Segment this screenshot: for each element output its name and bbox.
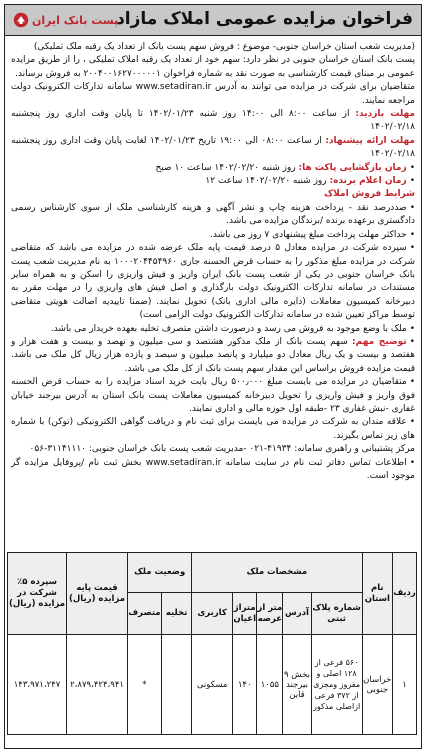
col-header-deposit: سپرده ۵٪ شرکت در مزایده (ریال) bbox=[8, 553, 67, 635]
col-header-status: وضعیت ملک bbox=[128, 553, 192, 593]
cell-reg: ۵۶۰ فرعی از ۱۲۸ اصلی و مفروز ومجزی از ۳۷۲ فرعی ازاصلی مذکور bbox=[311, 635, 362, 735]
visit-deadline bbox=[11, 108, 415, 135]
winner-announcement-text: روز شنبه ۱۴۰۲/۰۲/۲۰ ساعت ۱۲ bbox=[205, 176, 330, 187]
cell-base-price: ۲،۸۷۹،۴۲۴،۹۴۱ bbox=[67, 635, 128, 735]
important-note bbox=[11, 336, 415, 376]
notice-title: فراخوان مزایده عمومی املاک مازاد bbox=[116, 9, 413, 29]
col-header-base-price: قیمت پایه مزایده (ریال) bbox=[67, 553, 128, 635]
property-table bbox=[7, 552, 417, 735]
postbank-emblem-icon bbox=[13, 12, 29, 28]
condition-registration: • علاقه مندان به شرکت در مزایده می بایست برای ثبت نام و دریافت گواهی الکترونیکی (توکن) با شماره های زیر تماس بگیرند. bbox=[11, 416, 415, 443]
winner-announcement bbox=[11, 175, 415, 188]
subject-line: (مدیریت شعب استان خراسان جنوبی- موضوع : فروش سهم پست بانک از تعداد یک رقبه ملک تملیکی) bbox=[33, 42, 415, 52]
visit-deadline-label: مهلت بازدید: bbox=[355, 109, 416, 120]
opening-time-label: زمان بازگشایی پاکت ها: bbox=[298, 162, 407, 173]
postbank-logo bbox=[13, 10, 118, 30]
condition-payment-deadline: • حداکثر مهلت پرداخت مبلغ پیشنهادی ۷ روز می باشد. bbox=[11, 229, 415, 242]
offer-deadline-label: مهلت ارائه پیشنهاد: bbox=[325, 135, 415, 146]
intro-paragraph: پست بانک استان خراسان جنوبی در نظر دارد: سهم خود از تعداد یک رقبه املاک تملیکی ، را از طریق مزایده عمومی بر مبنای قیمت کارشناسی به صورت نقد به شماره فراخوان ۲۰۰۴۰۰۱۶۲۷۰۰۰۰۰۱ به فروش برساند. bbox=[11, 55, 415, 79]
conditions-title: شرایط فروش املاک bbox=[323, 189, 415, 200]
condition-documents-fee: • متقاضیان در مزایده می بایست مبلغ ۵۰۰٫۰۰۰ ریال بابت خرید اسناد مزایده را به حساب قرض الحسنه فوق واریز و فیش واریزی را تحویل دبیرخانه کمیسیون معاملات پست بانک استان به آدرس بیرجند خیابان غفاری -نبش غفاری ۲۳ -طبقه اول حوزه مالی و اداری نمایند. bbox=[11, 376, 415, 416]
condition-cash: • صددرصد نقد - پرداخت هزینه چاپ و نشر آگهی و هزینه کارشناسی ملک از سوی کارشناس رسمی دادگستری برعهده برنده /برندگان مزایده می باشد. bbox=[11, 202, 415, 229]
cell-vacate bbox=[161, 635, 191, 735]
winner-announcement-label: زمان اعلام برنده: bbox=[329, 176, 407, 187]
condition-as-is: • ملک با وضع موجود به فروش می رسد و درصورت داشتن متصرف تخلیه بعهده خریدار می باشد. bbox=[11, 323, 415, 336]
cell-area: ۱۰۵۵ bbox=[257, 635, 283, 735]
table-row bbox=[8, 635, 417, 735]
notice-header bbox=[5, 5, 421, 36]
cell-address: بخش ۹ بیرجند قاین bbox=[283, 635, 311, 735]
important-note-label: توضیح مهم: bbox=[352, 336, 407, 347]
col-header-usage: کاربری bbox=[192, 593, 233, 635]
condition-deposit: • سپرده شرکت در مزایده معادل ۵ درصد قیمت پایه ملک عرضه شده در مزایده می باشد که متقاضی شرکت در مزایده مبلغ مذکور را به حساب قرض الحسنه جاری ۱۰۰۰۲۰۴۴۵۴۹۶۰ به نام مدیریت شعب پست بانک خراسان جنوبی در یکی از شعب پست بانک ایران واریز و فیش واریزی را اسکن و به همراه سایر مستندات در سامانه تدارکات الکترونیک دولت بارگذاری و اصل فیش های واریزی را در مهلت مقرر به دبیرخانه کمیسیون معاملات (دایره مالی اداری بانک) تحویل نمایند. (ضمنا تاییدیه اصالت هویتی متقاضی توسط مراکز تعیین شده در سامانه تدارکات الکترونیک دولت الزامی است) bbox=[11, 242, 415, 322]
opening-time-text: روز شنبه ۱۴۰۲/۰۲/۲۰ ساعت ۱۰ صبح bbox=[155, 162, 299, 173]
cell-deposit: ۱۴۳،۹۷۱،۲۴۷ bbox=[8, 635, 67, 735]
col-header-vacate: تخلیه bbox=[161, 593, 191, 635]
col-header-area: متر از عرصه bbox=[257, 593, 283, 635]
notice-body bbox=[11, 41, 415, 483]
offer-deadline-text: از ساعت ۰۸:۰۰ الی ۱۹:۰۰ تاریخ ۱۴۰۲/۰۱/۲۳ لغایت پایان وقت اداری روز پنجشنبه ۱۴۰۲/۰۲/۱۸ bbox=[11, 135, 415, 160]
visit-deadline-text: از ساعت ۸:۰۰ الی ۱۴:۰۰ روز شنبه ۱۴۰۲/۰۱/۲۳ تا پایان وقت اداری روز پنجشنبه ۱۴۰۲/۰۲/۱۸ bbox=[11, 109, 415, 133]
notice-frame bbox=[4, 4, 422, 749]
col-header-building: متراژ اعیان bbox=[232, 593, 256, 635]
cell-province: خراسان جنوبی bbox=[362, 635, 392, 735]
cell-row: ۱ bbox=[393, 635, 417, 735]
opening-time bbox=[11, 162, 415, 175]
col-header-specs: مشخصات ملک bbox=[192, 553, 362, 593]
registration-offices: • اطلاعات تماس دفاتر ثبت نام در سایت سامانه www.setadiran.ir بخش ثبت نام /پروفایل مزایده گر موجود است. bbox=[11, 457, 415, 484]
col-header-reg: شماره پلاک ثبتی bbox=[311, 593, 362, 635]
col-header-row: ردیف bbox=[393, 553, 417, 635]
col-header-province: نام استان bbox=[362, 553, 392, 635]
table-header-row-1 bbox=[8, 553, 417, 593]
col-header-occupied: متصرف bbox=[128, 593, 162, 635]
offer-deadline bbox=[11, 135, 415, 162]
col-header-address: آدرس bbox=[283, 593, 311, 635]
logo-text: پست بانک ایران bbox=[32, 13, 119, 27]
support-contacts: مرکز پشتیبانی و راهبری سامانه: ۴۱۹۳۴-۰۲۱ -مدیریت شعب پست بانک خراسان جنوبی: ۳۱۱۴۱۱۱۰-۰۵۶ bbox=[29, 444, 415, 455]
cell-usage: مسکونی bbox=[192, 635, 233, 735]
cell-occupied: * bbox=[128, 635, 162, 735]
setad-paragraph: متقاضیان برای شرکت در مزایده می توانند به آدرس www.setadiran.ir سامانه تدارکات الکترونیک دولت مراجعه نمایند. bbox=[11, 82, 415, 106]
cell-building: ۱۴۰ bbox=[232, 635, 256, 735]
important-note-text: سهم پست بانک از ملک مذکور هشتصد و سی میلیون و نهصد و بیست و هفت هزار و هفتصد و بیست و یک ریال معادل دو میلیارد و پانصد میلیون و سیصد و یازده هزار ریال کل ملک می باشد. قیمت مزایده فروش براساس این مقدار سهم پست بانک از کل ملک می باشد. bbox=[11, 336, 415, 374]
